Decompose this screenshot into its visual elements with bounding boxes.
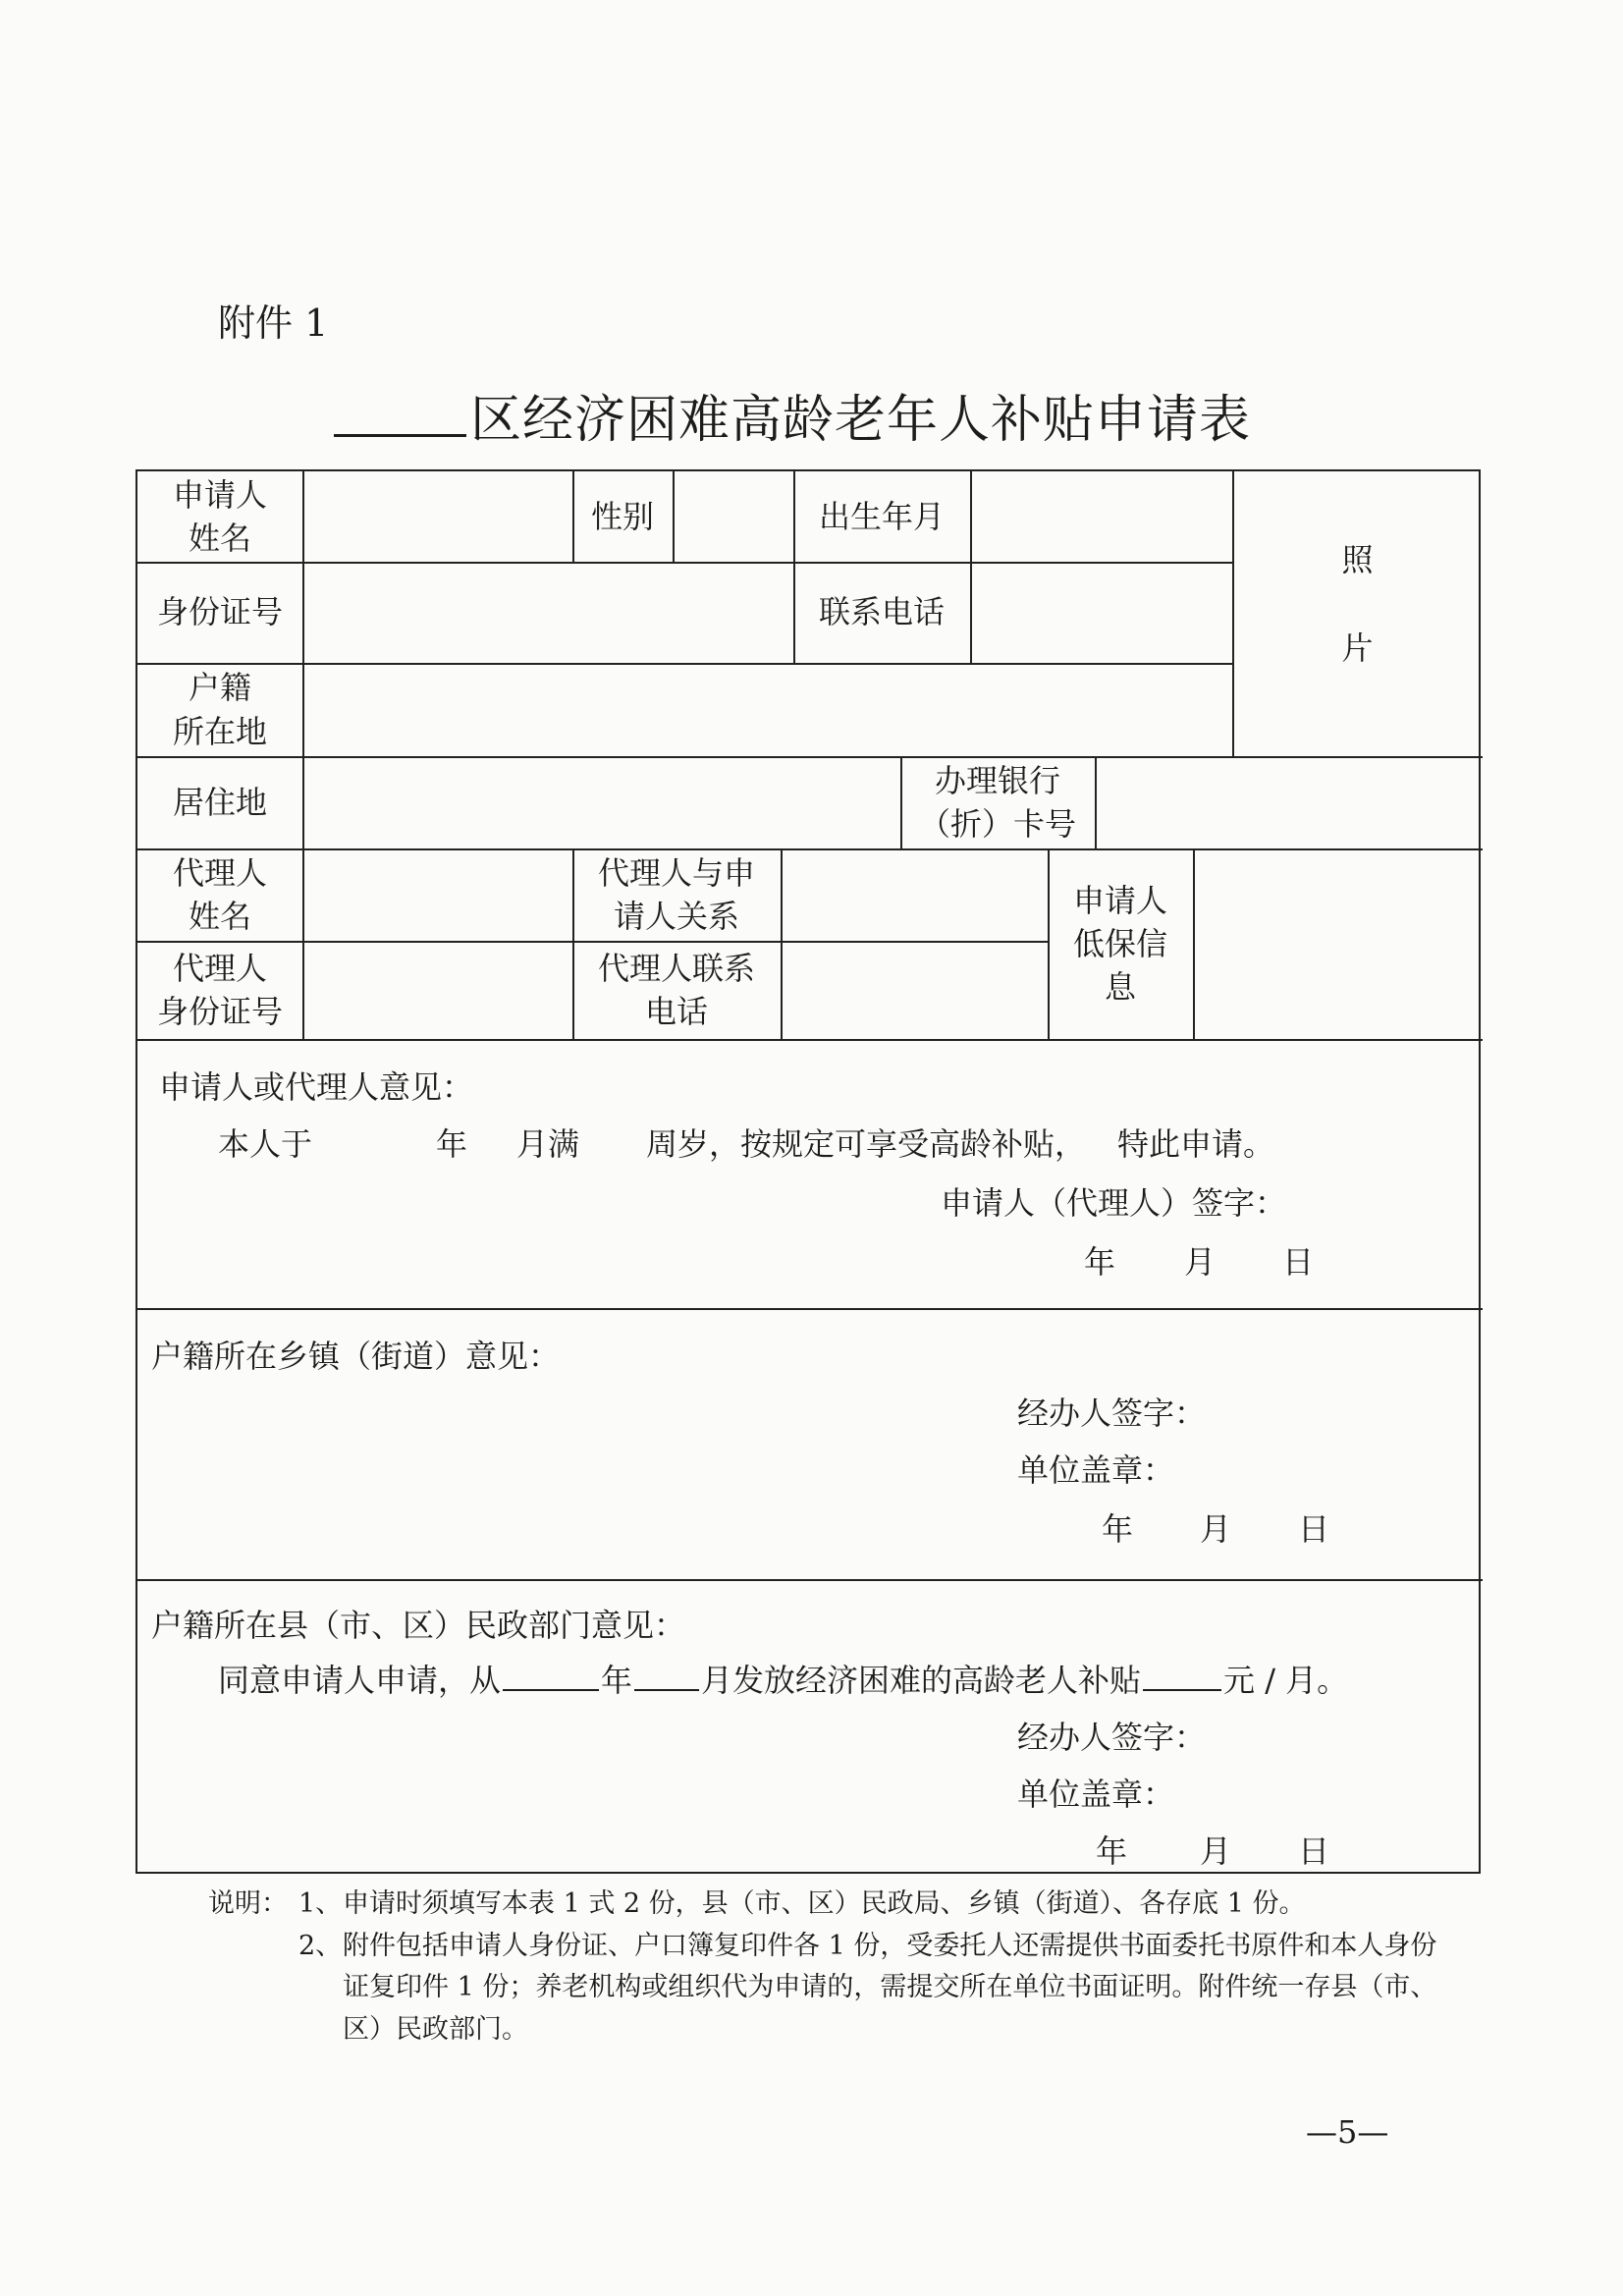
note-item xyxy=(208,1926,1501,2051)
township-seal-label: 单位盖章： xyxy=(1017,1451,1175,1489)
attachment-label: 附件 1 xyxy=(218,301,329,345)
civil-opinion-heading: 户籍所在县（市、区）民政部门意见： xyxy=(151,1607,686,1644)
label-agent-phone: 代理人联系 电话 xyxy=(597,949,755,1030)
civil-statement-3: 月发放经济困难的高龄老人补贴 xyxy=(701,1662,1142,1699)
label-photo-1: 照 xyxy=(1341,540,1374,578)
applicant-statement-3: 月满 xyxy=(516,1125,580,1163)
applicant-month: 月 xyxy=(1184,1243,1217,1281)
label-bank-card: 办理银行 （折）卡号 xyxy=(918,761,1076,843)
civil-seal-label: 单位盖章： xyxy=(1017,1776,1175,1813)
label-applicant-name: 申请人 姓名 xyxy=(172,475,267,557)
label-dibao: 申请人 低保信 息 xyxy=(1072,881,1167,1007)
label-id-number: 身份证号 xyxy=(156,593,283,631)
civil-month: 月 xyxy=(1200,1832,1232,1870)
civil-day: 日 xyxy=(1298,1832,1330,1870)
applicant-statement-4: 周岁，按规定可享受高龄补贴， xyxy=(646,1125,1087,1163)
label-hukou: 户籍 所在地 xyxy=(172,669,267,750)
applicant-signature-label: 申请人（代理人）签字： xyxy=(941,1184,1287,1222)
civil-statement xyxy=(218,1656,1348,1701)
label-gender: 性别 xyxy=(590,497,654,535)
civil-handler-label: 经办人签字： xyxy=(1017,1719,1207,1756)
note-number: 1、 xyxy=(298,1888,343,1919)
civil-month-blank[interactable] xyxy=(634,1660,699,1691)
notes-section xyxy=(208,1884,1501,2051)
note-number: 2、 xyxy=(298,1930,343,1961)
label-photo-2: 片 xyxy=(1341,629,1374,667)
applicant-statement-5: 特此申请。 xyxy=(1117,1125,1275,1163)
application-form xyxy=(135,469,1481,1874)
civil-statement-4: 元 / 月。 xyxy=(1223,1662,1349,1699)
label-phone: 联系电话 xyxy=(818,593,945,631)
applicant-statement-1: 本人于 xyxy=(218,1125,313,1163)
district-blank[interactable] xyxy=(334,387,466,437)
civil-year-blank[interactable] xyxy=(503,1660,599,1691)
label-birth-date: 出生年月 xyxy=(818,497,945,535)
civil-statement-2: 年 xyxy=(601,1662,633,1699)
applicant-day: 日 xyxy=(1282,1243,1315,1281)
township-opinion-heading: 户籍所在乡镇（街道）意见： xyxy=(151,1338,561,1375)
note-text: 附件包括申请人身份证、户口簿复印件各 1 份，受委托人还需提供书面委托书原件和本人身份证复印件 1 份；养老机构或组织代为申请的，需提交所在单位书面证明。附件统一存县（市、区）民政部门。 xyxy=(343,1930,1437,2045)
applicant-opinion-heading: 申请人或代理人意见： xyxy=(159,1068,474,1106)
applicant-statement-2: 年 xyxy=(436,1125,468,1163)
civil-year: 年 xyxy=(1096,1832,1128,1870)
notes-heading: 说明： xyxy=(208,1888,288,1919)
form-title xyxy=(334,378,1251,452)
township-handler-label: 经办人签字： xyxy=(1017,1394,1207,1432)
form-title-text: 区经济困难高龄老年人补贴申请表 xyxy=(470,391,1252,450)
civil-statement-1: 同意申请人申请，从 xyxy=(218,1662,502,1699)
note-item xyxy=(208,1884,1501,1926)
civil-amount-blank[interactable] xyxy=(1143,1660,1221,1691)
applicant-year: 年 xyxy=(1084,1243,1116,1281)
label-agent-name: 代理人 姓名 xyxy=(172,853,267,935)
note-text: 申请时须填写本表 1 式 2 份，县（市、区）民政局、乡镇（街道）、各存底 1 份。 xyxy=(343,1888,1306,1919)
page-number: —5— xyxy=(1306,2113,1389,2151)
township-month: 月 xyxy=(1200,1510,1232,1548)
township-day: 日 xyxy=(1298,1510,1330,1548)
label-agent-relation: 代理人与申 请人关系 xyxy=(597,853,755,935)
township-year: 年 xyxy=(1102,1510,1134,1548)
label-residence: 居住地 xyxy=(172,783,267,821)
label-agent-id: 代理人 身份证号 xyxy=(156,949,283,1030)
